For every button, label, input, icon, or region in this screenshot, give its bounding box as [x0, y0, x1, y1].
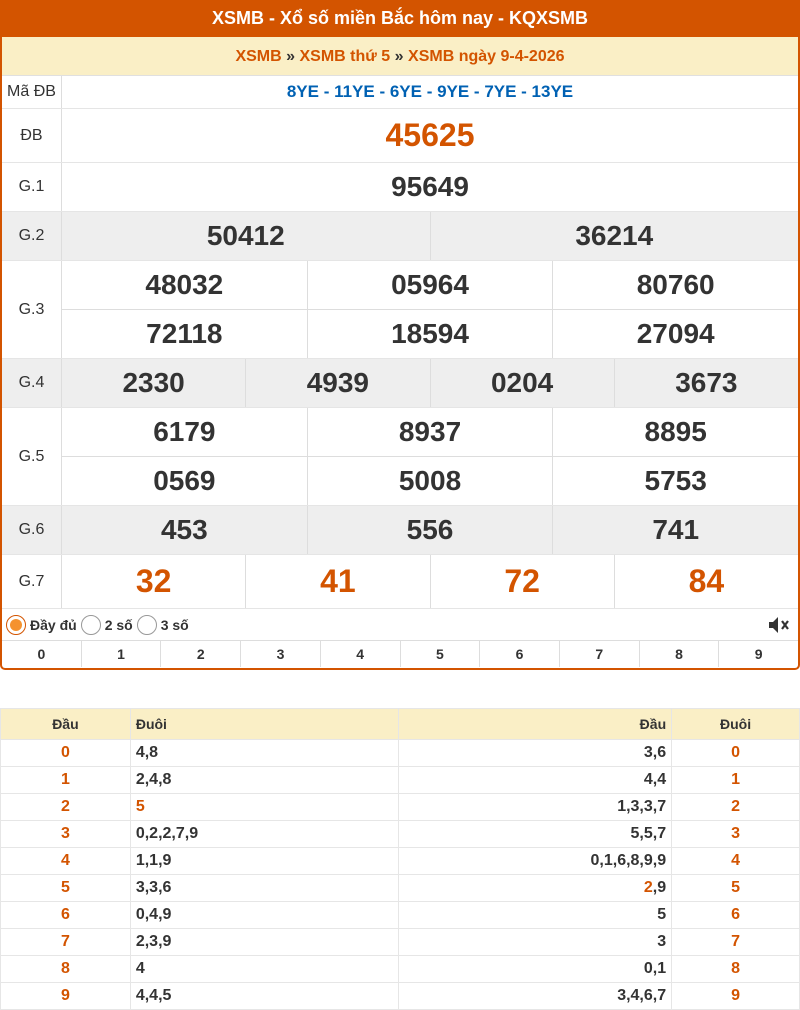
loto-dau: 9 — [1, 983, 131, 1010]
prize-number: 80760 — [552, 261, 798, 309]
table-row — [1, 767, 800, 794]
option-full[interactable]: Đầy đủ — [6, 615, 77, 635]
table-row — [1, 794, 800, 821]
col-duoi: Đuôi — [130, 709, 399, 740]
loto-dau: 4 — [1, 848, 131, 875]
row-g1 — [2, 163, 798, 212]
loto-dau: 7 — [1, 929, 131, 956]
loto-dau-2: 4,4 — [399, 767, 672, 794]
loto-dau-2: 3,6 — [399, 740, 672, 767]
prize-number: 50412 — [206, 220, 285, 251]
prize-number: 2330 — [122, 367, 185, 398]
row-g3 — [2, 261, 798, 359]
loto-duoi: 4,4,5 — [130, 983, 399, 1010]
table-row — [1, 956, 800, 983]
prize-label: ĐB — [2, 109, 62, 162]
table-row — [1, 848, 800, 875]
prize-number: 18594 — [307, 310, 553, 358]
loto-dau: 0 — [1, 740, 131, 767]
prize-label: G.1 — [2, 163, 62, 211]
row-g2 — [2, 212, 798, 261]
prize-number: 36214 — [430, 212, 799, 260]
loto-duoi-2: 4 — [672, 848, 800, 875]
loto-duoi-2: 0 — [672, 740, 800, 767]
loto-duoi-2: 2 — [672, 794, 800, 821]
digit-filter-6[interactable]: 6 — [479, 641, 559, 667]
prize-number: 5008 — [307, 457, 553, 505]
option-3-digits[interactable]: 3 số — [137, 615, 189, 635]
row-g5 — [2, 408, 798, 506]
prize-number: 72 — [430, 555, 614, 608]
table-row — [1, 740, 800, 767]
loto-duoi-2: 5 — [672, 875, 800, 902]
loto-duoi: 4 — [130, 956, 399, 983]
breadcrumb-sep: » — [394, 48, 404, 65]
loto-dau-2: 5 — [399, 902, 672, 929]
digit-filter-8[interactable]: 8 — [639, 641, 719, 667]
digit-filter-bar — [2, 641, 798, 667]
loto-dau-2: 1,3,3,7 — [399, 794, 672, 821]
table-row — [1, 983, 800, 1010]
table-row — [1, 875, 800, 902]
loto-dau: 1 — [1, 767, 131, 794]
loto-duoi: 5 — [130, 794, 399, 821]
breadcrumb — [2, 37, 798, 76]
loto-dau-2: 0,1 — [399, 956, 672, 983]
prize-label: G.6 — [2, 506, 62, 554]
prize-number: 84 — [614, 555, 798, 608]
prize-number: 8937 — [307, 408, 553, 456]
radio-selected-icon[interactable] — [6, 615, 26, 635]
prize-number: 741 — [552, 506, 798, 554]
prize-label: G.4 — [2, 359, 62, 407]
digit-filter-3[interactable]: 3 — [240, 641, 320, 667]
prize-number: 72118 — [146, 318, 223, 349]
prize-number: 41 — [245, 555, 429, 608]
loto-duoi: 1,1,9 — [130, 848, 399, 875]
loto-duoi: 4,8 — [130, 740, 399, 767]
breadcrumb-date[interactable]: XSMB ngày 9-4-2026 — [408, 48, 565, 65]
prize-number: 556 — [307, 506, 553, 554]
display-options — [2, 609, 798, 641]
digit-filter-0[interactable]: 0 — [37, 646, 46, 662]
loto-duoi: 2,4,8 — [130, 767, 399, 794]
loto-duoi-2: 7 — [672, 929, 800, 956]
loto-duoi: 3,3,6 — [130, 875, 399, 902]
special-prize-number: 45625 — [385, 117, 475, 153]
loto-dau: 5 — [1, 875, 131, 902]
prize-number: 0204 — [430, 359, 614, 407]
digit-filter-2[interactable]: 2 — [160, 641, 240, 667]
option-2-digits[interactable]: 2 số — [81, 615, 133, 635]
radio-icon[interactable] — [81, 615, 101, 635]
loto-duoi-2: 1 — [672, 767, 800, 794]
loto-duoi-2: 6 — [672, 902, 800, 929]
prize-number: 48032 — [145, 269, 224, 300]
prize-number: 27094 — [552, 310, 798, 358]
prize-number: 8895 — [552, 408, 798, 456]
loto-duoi-2: 9 — [672, 983, 800, 1010]
loto-dau: 2 — [1, 794, 131, 821]
table-row — [1, 929, 800, 956]
page-title: XSMB - Xổ số miền Bắc hôm nay - KQXSMB — [0, 0, 800, 37]
loto-duoi-2: 8 — [672, 956, 800, 983]
prize-label: G.2 — [2, 212, 62, 260]
breadcrumb-xsmb[interactable]: XSMB — [235, 48, 282, 65]
row-g7 — [2, 555, 798, 609]
prize-number: 0569 — [153, 465, 216, 496]
loto-dau-2: 3 — [399, 929, 672, 956]
loto-dau: 8 — [1, 956, 131, 983]
row-g6 — [2, 506, 798, 555]
breadcrumb-weekday[interactable]: XSMB thứ 5 — [299, 48, 391, 65]
table-row — [1, 902, 800, 929]
loto-table — [0, 708, 800, 1010]
prize-number: 95649 — [391, 171, 469, 202]
volume-mute-icon[interactable] — [766, 613, 790, 637]
loto-dau: 6 — [1, 902, 131, 929]
prize-label: G.7 — [2, 555, 62, 608]
row-madb — [2, 76, 798, 109]
digit-filter-5[interactable]: 5 — [400, 641, 480, 667]
loto-duoi: 0,4,9 — [130, 902, 399, 929]
loto-dau-2: 5,5,7 — [399, 821, 672, 848]
radio-icon[interactable] — [137, 615, 157, 635]
table-row — [1, 821, 800, 848]
digit-filter-9[interactable]: 9 — [718, 641, 798, 667]
prize-number: 05964 — [307, 261, 553, 309]
digit-filter-7[interactable]: 7 — [559, 641, 639, 667]
prize-number: 6179 — [153, 416, 216, 447]
loto-duoi-2: 3 — [672, 821, 800, 848]
loto-dau: 3 — [1, 821, 131, 848]
prize-label: Mã ĐB — [2, 76, 62, 108]
col-dau: Đầu — [1, 709, 131, 740]
col-duoi-2: Đuôi — [672, 709, 800, 740]
digit-filter-4[interactable]: 4 — [320, 641, 400, 667]
loto-dau-2: 0,1,6,8,9,9 — [399, 848, 672, 875]
col-dau-2: Đầu — [399, 709, 672, 740]
loto-dau-2: 2,9 — [399, 875, 672, 902]
madb-value: 8YE - 11YE - 6YE - 9YE - 7YE - 13YE — [286, 82, 574, 101]
prize-number: 453 — [160, 514, 208, 545]
prize-number: 4939 — [245, 359, 429, 407]
digit-filter-1[interactable]: 1 — [81, 641, 161, 667]
prize-number: 32 — [135, 563, 172, 599]
loto-header-row — [1, 709, 800, 740]
row-g4 — [2, 359, 798, 408]
prize-label: G.3 — [2, 261, 62, 358]
row-db — [2, 109, 798, 163]
loto-duoi: 2,3,9 — [130, 929, 399, 956]
prize-label: G.5 — [2, 408, 62, 505]
breadcrumb-sep: » — [286, 48, 296, 65]
prize-number: 3673 — [614, 359, 798, 407]
loto-dau-2: 3,4,6,7 — [399, 983, 672, 1010]
prize-number: 5753 — [552, 457, 798, 505]
loto-duoi: 0,2,2,7,9 — [130, 821, 399, 848]
